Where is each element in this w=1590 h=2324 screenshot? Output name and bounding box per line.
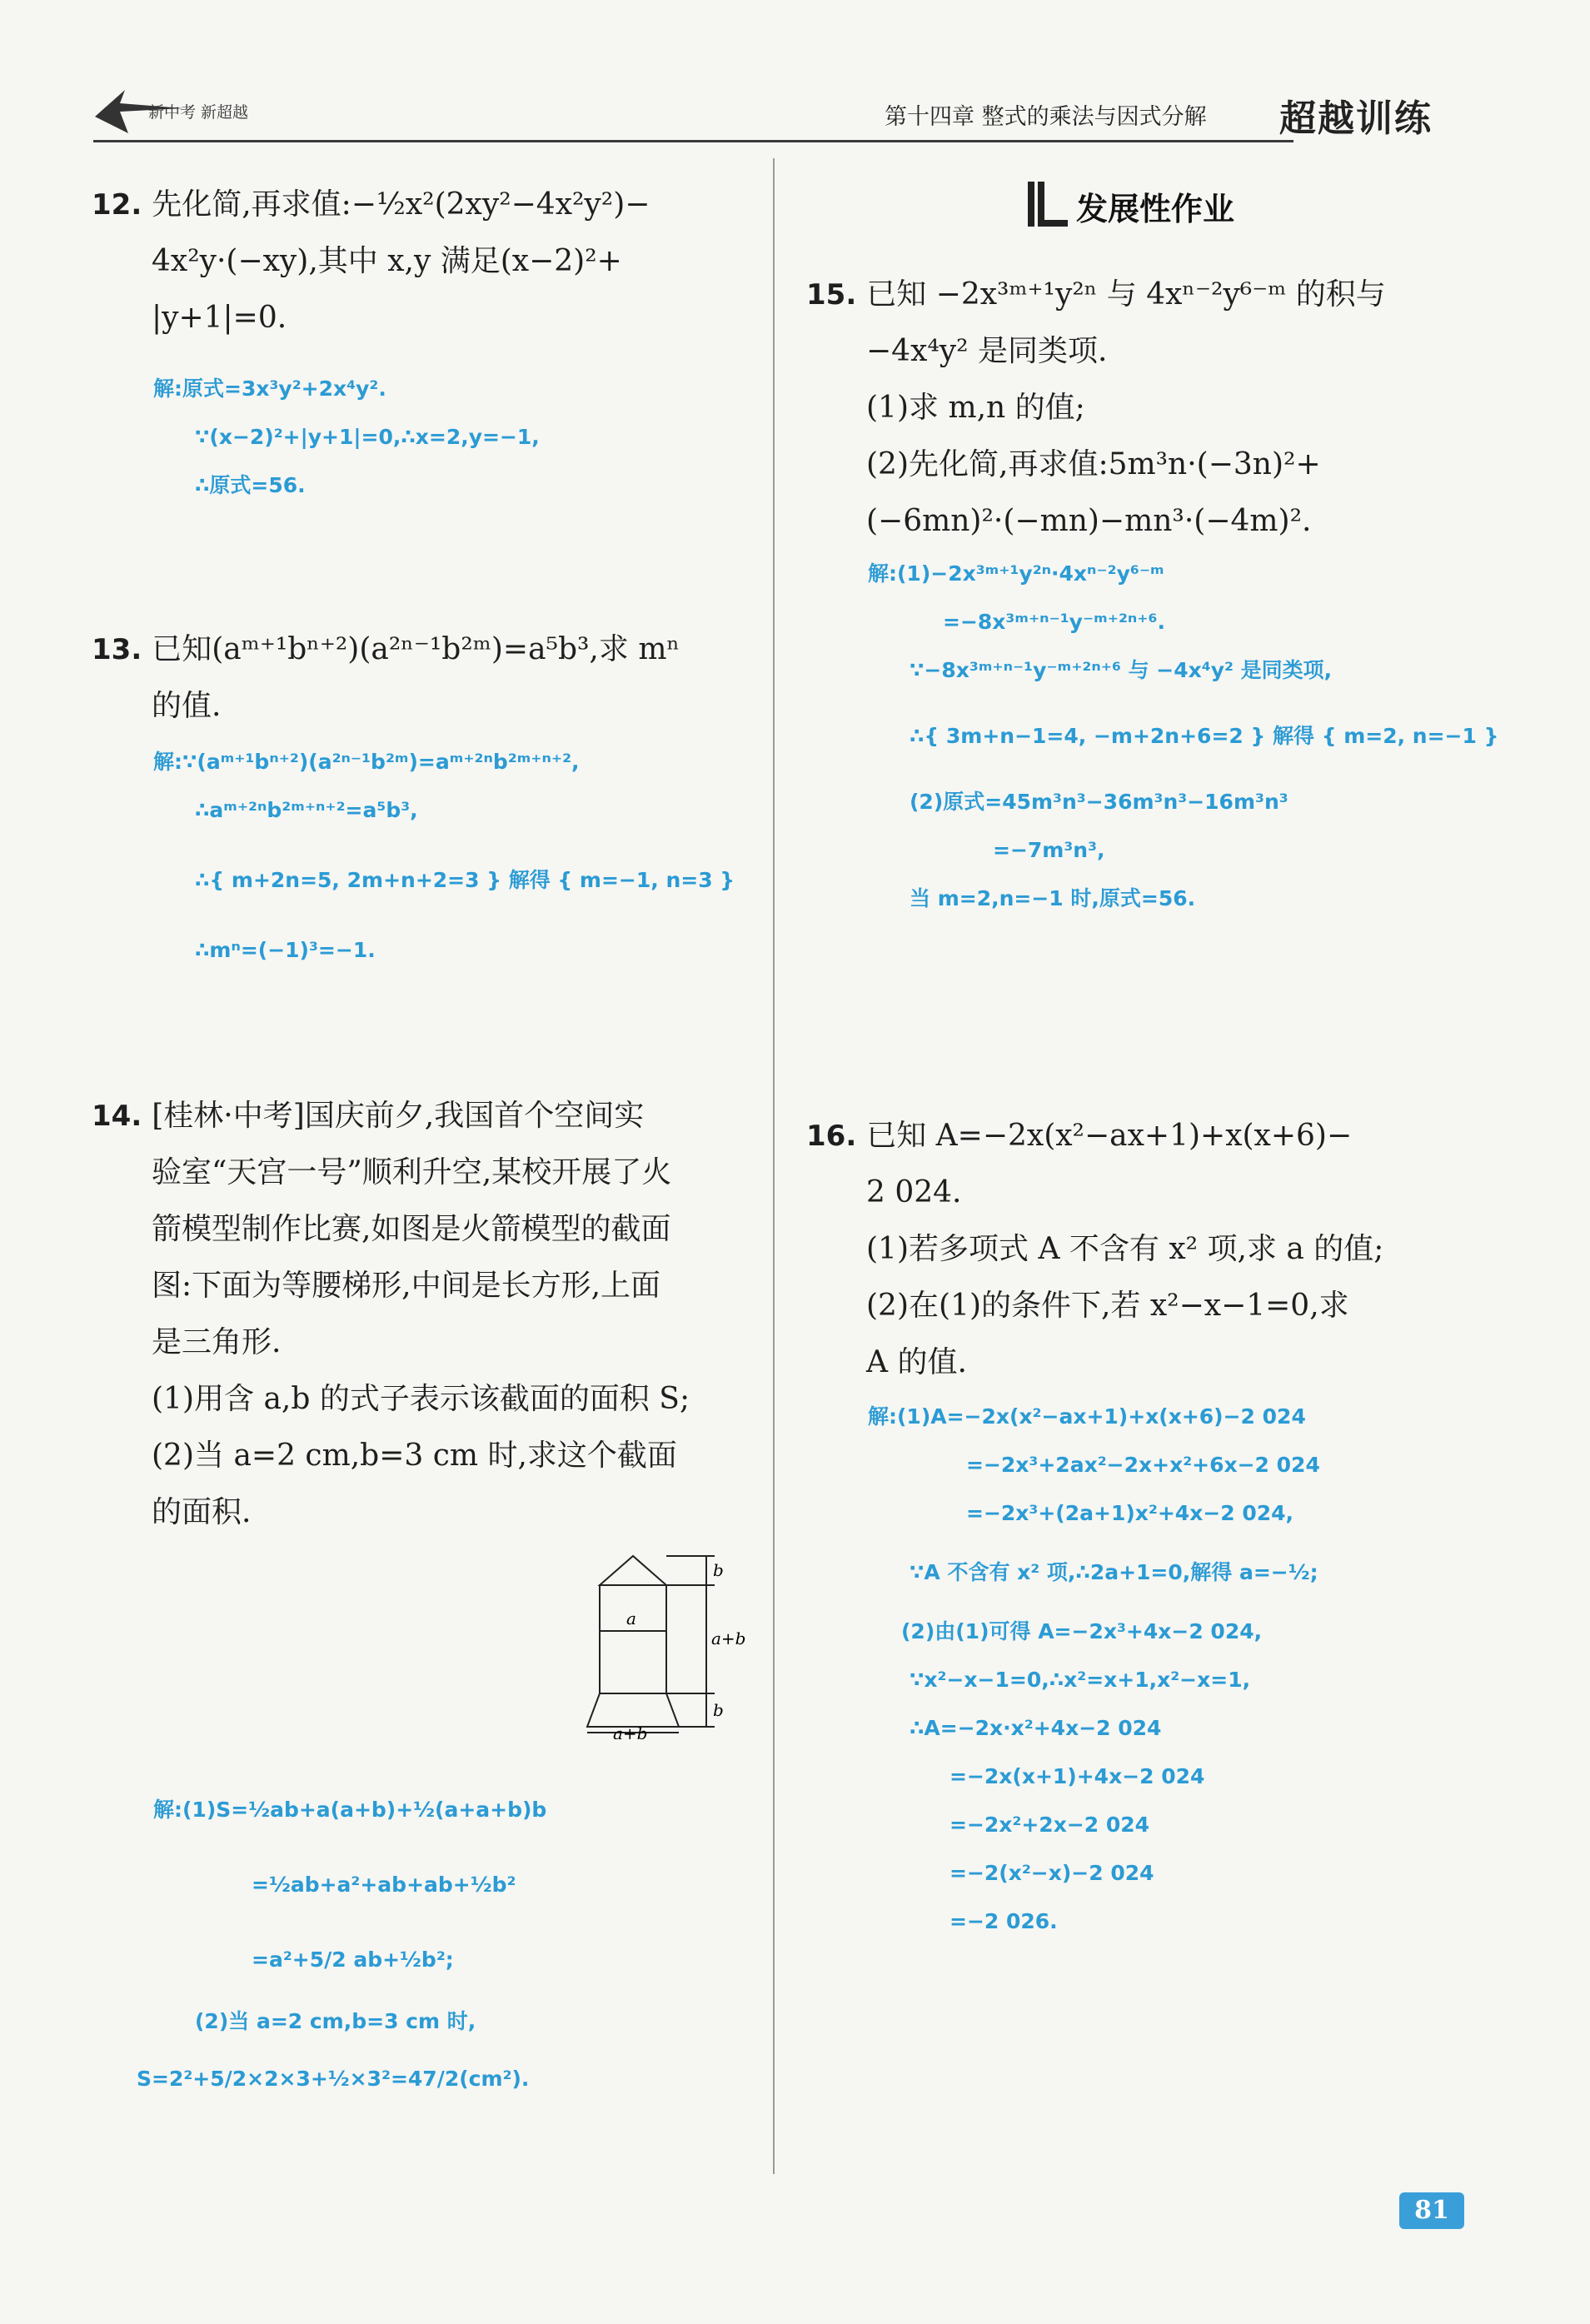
figure-label: a+b — [613, 1723, 648, 1739]
solution-line: ∴A=−2x·x²+4x−2 024 — [910, 1716, 1162, 1740]
problem-text-line: 的值. — [152, 689, 222, 723]
problem-text-line: A 的值. — [866, 1345, 967, 1379]
rectangle-middle — [600, 1585, 666, 1693]
problem-text-line: (2)在(1)的条件下,若 x²−x−1=0,求 — [866, 1289, 1349, 1323]
solution-line: ∴mⁿ=(−1)³=−1. — [195, 938, 376, 962]
rocket-cross-section-figure — [566, 1539, 766, 1739]
problem-text-line: 是三角形. — [152, 1325, 282, 1359]
series-label: 新中考 新超越 — [148, 103, 249, 122]
section-title: 发展性作业 — [1076, 191, 1235, 227]
solution-line: 当 m=2,n=−1 时,原式=56. — [910, 886, 1196, 910]
solution-line: =−7m³n³, — [993, 838, 1105, 862]
solution-line: S=2²+5/2×2×3+½×3²=47/2(cm²). — [137, 2067, 530, 2091]
section-mark-icon — [1026, 180, 1069, 228]
solution-12 — [153, 365, 540, 510]
brand-title: 超越训练 — [1279, 97, 1433, 140]
problem-13 — [92, 621, 680, 735]
solution-line: ∵(x−2)²+|y+1|=0,∴x=2,y=−1, — [195, 425, 540, 449]
problem-number: 12. — [92, 188, 142, 222]
problem-text-line: 验室“天宫一号”顺利升空,某校开展了火 — [152, 1155, 672, 1189]
problem-number: 14. — [92, 1100, 142, 1133]
solution-line: ∴aᵐ⁺²ⁿb²ᵐ⁺ⁿ⁺²=a⁵b³, — [195, 798, 418, 822]
trapezoid-bottom — [587, 1693, 679, 1727]
figure-label: a — [626, 1608, 636, 1628]
problem-text-line: (1)用含 a,b 的式子表示该截面的面积 S; — [152, 1382, 690, 1416]
solution-line: ∵A 不含有 x² 项,∴2a+1=0,解得 a=−½; — [910, 1560, 1318, 1584]
problem-text-line: |y+1|=0. — [152, 301, 287, 335]
solution-16 — [868, 1393, 1320, 1946]
problem-number: 13. — [92, 633, 142, 666]
problem-text-line: (2)先化简,再求值:5m³n·(−3n)²+ — [866, 447, 1321, 481]
solution-line: =−8x³ᵐ⁺ⁿ⁻¹y⁻ᵐ⁺²ⁿ⁺⁶. — [943, 610, 1165, 634]
solution-line: ∴原式=56. — [195, 473, 306, 497]
problem-number: 15. — [806, 278, 857, 312]
problem-15 — [806, 267, 1386, 550]
solution-line: =−2x²+2x−2 024 — [950, 1813, 1150, 1837]
problem-text-line: 已知 A=−2x(x²−ax+1)+x(x+6)− — [866, 1119, 1353, 1153]
header-rule — [93, 140, 1293, 142]
solution-line: 解:(1)A=−2x(x²−ax+1)+x(x+6)−2 024 — [868, 1404, 1306, 1429]
solution-line: (2)原式=45m³n³−36m³n³−16m³n³ — [910, 790, 1288, 814]
solution-line: ∵x²−x−1=0,∴x²=x+1,x²−x=1, — [910, 1668, 1251, 1692]
figure-label: a+b — [711, 1628, 746, 1648]
solution-line: 解:原式=3x³y²+2x⁴y². — [153, 377, 386, 401]
solution-13 — [153, 738, 735, 975]
solution-14 — [137, 1773, 547, 2112]
problem-text-line: 2 024. — [866, 1175, 962, 1209]
problem-14 — [92, 1088, 690, 1541]
page-number-badge: 81 — [1399, 2192, 1464, 2229]
problem-number: 16. — [806, 1120, 857, 1153]
problem-text-line: 已知(aᵐ⁺¹bⁿ⁺²)(a²ⁿ⁻¹b²ᵐ)=a⁵b³,求 mⁿ — [152, 632, 680, 666]
problem-text-line: 图:下面为等腰梯形,中间是长方形,上面 — [152, 1269, 661, 1303]
solution-line: ∵−8x³ᵐ⁺ⁿ⁻¹y⁻ᵐ⁺²ⁿ⁺⁶ 与 −4x⁴y² 是同类项, — [910, 658, 1333, 682]
solution-line: 解:∵(aᵐ⁺¹bⁿ⁺²)(a²ⁿ⁻¹b²ᵐ)=aᵐ⁺²ⁿb²ᵐ⁺ⁿ⁺², — [153, 750, 580, 774]
solution-line: ∴{ 3m+n−1=4, −m+2n+6=2 } 解得 { m=2, n=−1 } — [910, 724, 1499, 748]
solution-line: =−2x³+(2a+1)x²+4x−2 024, — [966, 1501, 1294, 1525]
problem-text-line: (2)当 a=2 cm,b=3 cm 时,求这个截面 — [152, 1439, 677, 1473]
solution-line: =−2x³+2ax²−2x+x²+6x−2 024 — [966, 1453, 1320, 1477]
solution-line: =a²+5/2 ab+½b²; — [252, 1947, 454, 1972]
solution-line: =−2x(x+1)+4x−2 024 — [950, 1764, 1205, 1788]
problem-text-line: 的面积. — [152, 1495, 252, 1529]
chapter-title: 第十四章 整式的乘法与因式分解 — [885, 104, 1207, 130]
problem-text-line: 4x²y·(−xy),其中 x,y 满足(x−2)²+ — [152, 244, 622, 278]
problem-text-line: −4x⁴y² 是同类项. — [866, 334, 1108, 368]
problem-text-line: 先化简,再求值:−½x²(2xy²−4x²y²)− — [152, 187, 650, 222]
solution-line: (2)当 a=2 cm,b=3 cm 时, — [195, 2009, 476, 2033]
problem-text-line: (1)若多项式 A 不含有 x² 项,求 a 的值; — [866, 1232, 1384, 1266]
solution-line: 解:(1)S=½ab+a(a+b)+½(a+a+b)b — [153, 1798, 547, 1822]
triangle-top — [600, 1556, 666, 1585]
solution-line: =−2 026. — [950, 1909, 1058, 1933]
problem-text-line: (1)求 m,n 的值; — [866, 391, 1085, 425]
solution-line: (2)由(1)可得 A=−2x³+4x−2 024, — [901, 1619, 1263, 1643]
solution-line: 解:(1)−2x³ᵐ⁺¹y²ⁿ·4xⁿ⁻²y⁶⁻ᵐ — [868, 561, 1164, 586]
problem-text-line: 箭模型制作比赛,如图是火箭模型的截面 — [152, 1212, 671, 1246]
problem-text-line: 已知 −2x³ᵐ⁺¹y²ⁿ 与 4xⁿ⁻²y⁶⁻ᵐ 的积与 — [866, 277, 1386, 312]
problem-16 — [806, 1108, 1383, 1391]
problem-12 — [92, 177, 650, 347]
problem-text-line: [桂林·中考]国庆前夕,我国首个空间实 — [152, 1099, 645, 1133]
solution-line: =−2(x²−x)−2 024 — [950, 1861, 1154, 1885]
solution-15 — [868, 550, 1498, 923]
figure-label: b — [713, 1700, 724, 1720]
solution-line: ∴{ m+2n=5, 2m+n+2=3 } 解得 { m=−1, n=3 } — [195, 868, 735, 892]
figure-label: b — [713, 1560, 724, 1580]
column-divider — [773, 158, 775, 2174]
problem-text-line: (−6mn)²·(−mn)−mn³·(−4m)². — [866, 504, 1312, 538]
solution-line: =½ab+a²+ab+ab+½b² — [252, 1873, 516, 1897]
